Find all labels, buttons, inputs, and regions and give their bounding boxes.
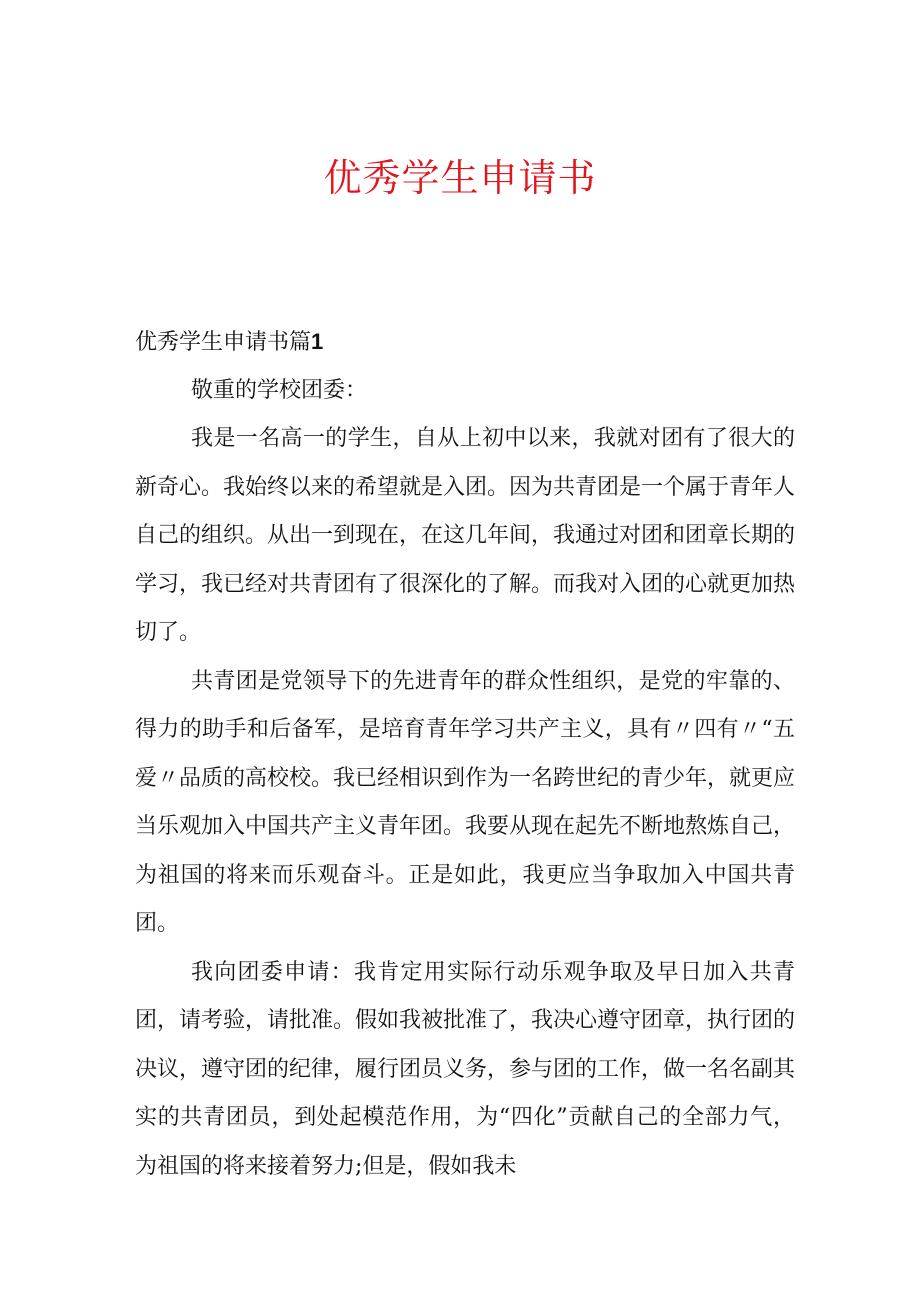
paragraph-2: 共青团是党领导下的先进青年的群众性组织，是党的牢靠的、得力的助手和后备军，是培育青年学习共产主义，具有〃四有〃“五爱〃品质的高校校。我已经相识到作为一名跨世纪的青少年，就更应当乐观加入中国共产主义青年团。我要从现在起先不断地熬炼自己，为祖国的将来而乐观奋斗。正是如此，我更应当争取加入中国共青团。 <box>135 668 796 936</box>
section-heading-text: 优秀学生申请书篇 <box>135 330 312 355</box>
document-body <box>135 318 795 1191</box>
paragraph-1: 我是一名高一的学生，自从上初中以来，我就对团有了很大的新奇心。我始终以来的希望就是入团。因为共青团是一个属于青年人自己的组织。从出一到现在，在这几年间，我通过对团和团章长期的学习，我已经对共青团有了很深化的了解。而我对入团的心就更加热切了。 <box>135 426 796 645</box>
greeting-line: 敬重的学校团委： <box>191 378 368 403</box>
paragraph-3: 我向团委申请：我肯定用实际行动乐观争取及早日加入共青团，请考验，请批准。假如我被批准了，我决心遵守团章，执行团的决议，遵守团的纪律，履行团员义务，参与团的工作，做一名名副其实的共青团员，到处起模范作用，为“四化”贡献自己的全部力气，为祖国的将来接着努力;但是，假如我未 <box>135 959 796 1179</box>
document-title: 优秀学生申请书 <box>323 156 597 200</box>
section-heading-number: 1 <box>311 329 324 354</box>
section-heading <box>135 318 795 367</box>
